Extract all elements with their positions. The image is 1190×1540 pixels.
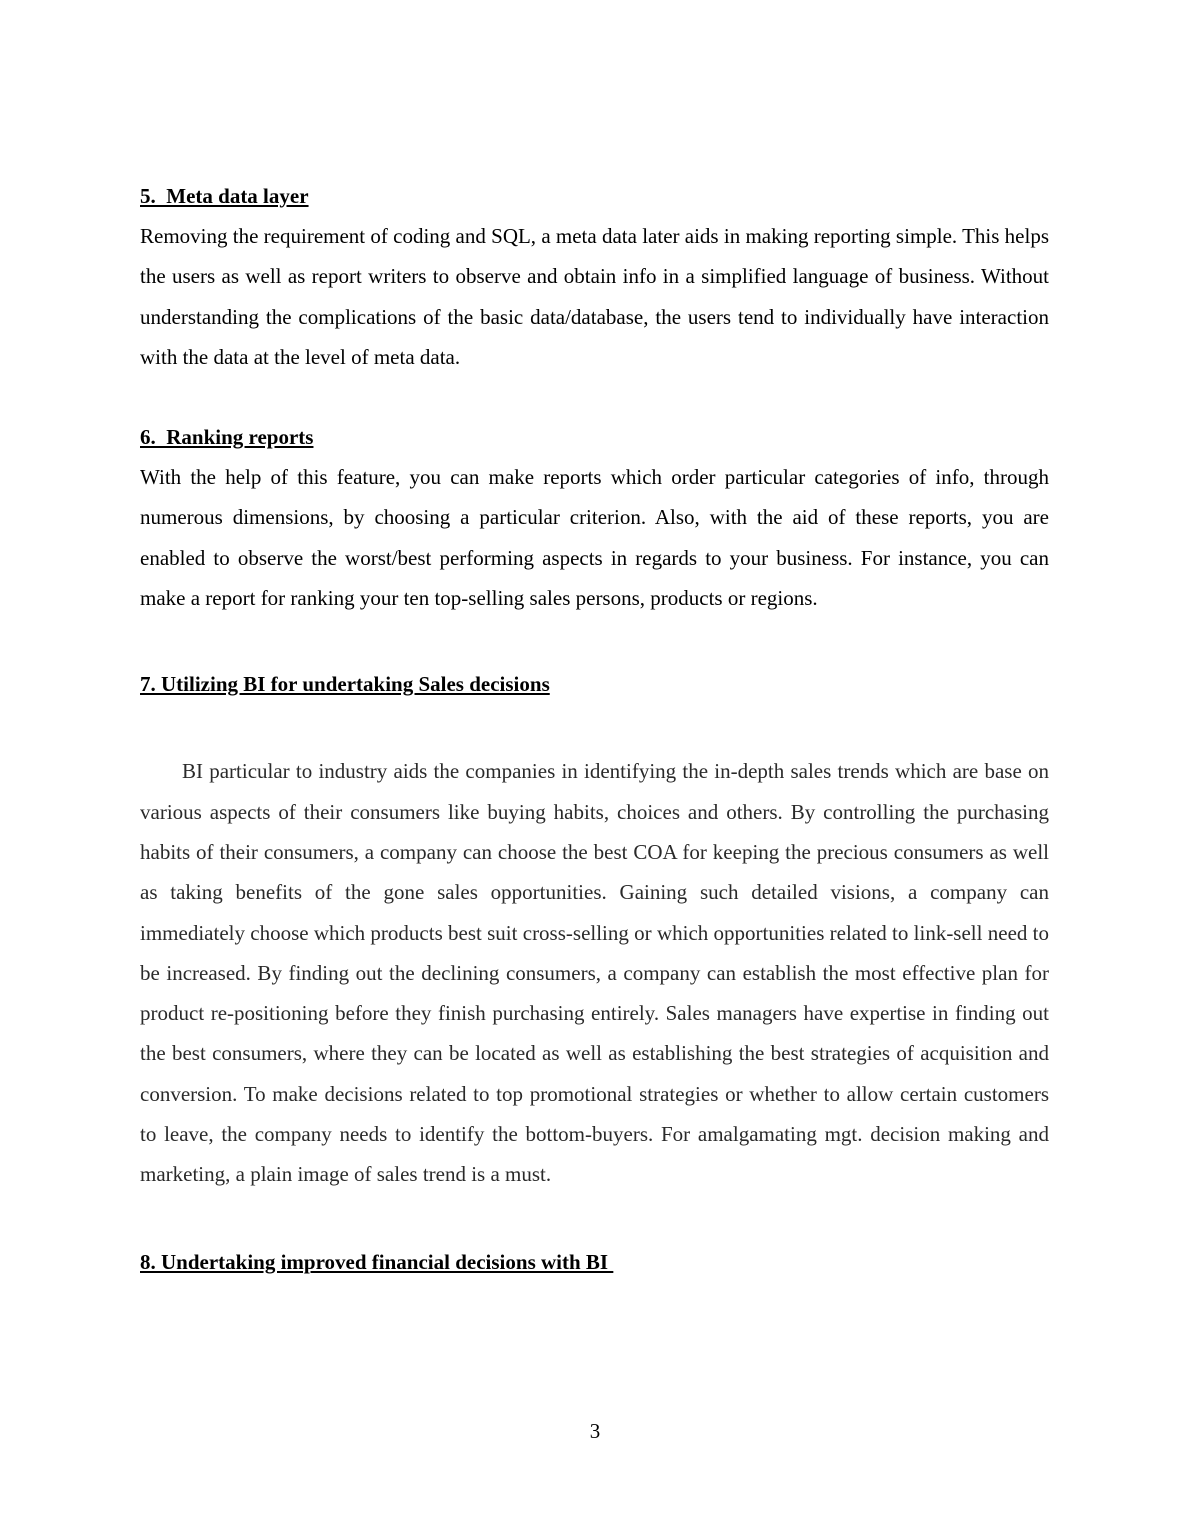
spacer — [140, 377, 1049, 417]
section-6-heading: 6. Ranking reports — [140, 425, 314, 450]
section-6-paragraph: With the help of this feature, you can make reports which order particular categories of info, through numerous dimensions, by choosing a particular criterion. Also, with the aid of these reports, you are enabled to observe the worst/best performing aspects in regards to your business. For instance, you can make a report for ranking your ten top-selling sales persons, products or regions. — [140, 465, 1049, 611]
section-7-paragraph: BI particular to industry aids the companies in identifying the in-depth sales trends which are base on various aspects of their consumers like buying habits, choices and others. By controlling the purchasing habits of their consumers, a company can choose the best COA for keeping the precious consumers as well as taking benefits of the gone sales opportunities. Gaining such detailed visions, a company can immediately choose which products best suit cross-selling or which opportunities related to link-sell need to be increased. By finding out the declining consumers, a company can establish the most effective plan for product re-positioning before they finish purchasing entirely. Sales managers have expertise in finding out the best consumers, where they can be located as well as establishing the best strategies of acquisition and conversion. To make decisions related to top promotional strategies or whether to allow certain customers to leave, the company needs to identify the bottom-buyers. For amalgamating mgt. decision making and marketing, a plain image of sales trend is a must. — [140, 759, 1049, 1187]
section-7-heading: 7. Utilizing BI for undertaking Sales decisions — [140, 672, 550, 697]
section-8-heading: 8. Undertaking improved financial decisions with BI — [140, 1249, 614, 1274]
section-5-paragraph: Removing the requirement of coding and SQL, a meta data later aids in making reporting simple. This helps the users as well as report writers to observe and obtain info in a simplified language of business. Without understanding the complications of the basic data/database, the users tend to individually have interaction with the data at the level of meta data. — [140, 224, 1049, 369]
page-content — [140, 176, 1049, 1282]
spacer — [140, 1195, 1049, 1242]
page-number: 3 — [589, 1419, 601, 1443]
spacer — [140, 618, 1049, 664]
section-5-heading: 5. Meta data layer — [140, 184, 309, 208]
spacer — [140, 704, 1049, 751]
